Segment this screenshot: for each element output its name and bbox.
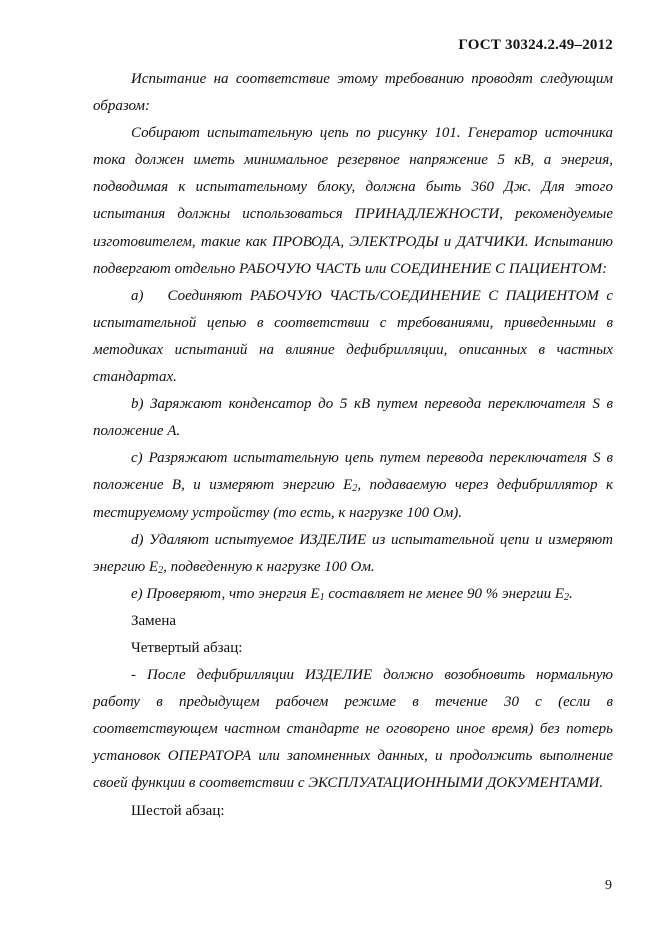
page-number: 9 <box>605 878 612 893</box>
replacement-label: Замена <box>131 612 177 629</box>
list-item-d-text-2: , подведенную к нагрузке 100 Ом. <box>163 558 375 575</box>
list-item-d-text-1: d) Удаляют испытуемое ИЗДЕЛИЕ из испытательной цепи и измеряют энергию Е <box>93 531 613 575</box>
sixth-paragraph-heading: Шестой абзац: <box>131 802 225 819</box>
list-item-b: b) Заряжают конденсатор до 5 кВ путем перевода переключателя S в положение А. <box>93 396 613 440</box>
list-item-a-text: Соединяют РАБОЧУЮ ЧАСТЬ/СОЕДИНЕНИЕ С ПАЦИЕНТОМ с испытательной цепью в соответствии с требованиями, приведенными в методиках испытаний на влияние дефибрилляции, описанных в частных стандартах. <box>93 287 613 386</box>
list-item-a-marker: a) <box>131 287 144 304</box>
list-item-d <box>93 527 613 581</box>
document-body <box>93 66 613 825</box>
subscript: 2 <box>352 483 358 495</box>
paragraph-test-method-intro: Испытание на соответствие этому требованию проводят следующим образом: <box>93 71 613 115</box>
subscript: 2 <box>158 564 164 576</box>
paragraph-test-circuit: Собирают испытательную цепь по рисунку 101. Генератор источника тока должен иметь минимальное резервное напряжение 5 кВ, а энергия, подводимая к испытательному блоку, должна быть 360 Дж. Для этого испытания должны использоваться ПРИНАДЛЕЖНОСТИ, рекомендуемые изготовителем, такие как ПРОВОДА, ЭЛЕКТРОДЫ и ДАТЧИКИ. Испытанию подвергают отдельно РАБОЧУЮ ЧАСТЬ или СОЕДИНЕНИЕ С ПАЦИЕНТОМ: <box>93 125 613 277</box>
list-item-c-text-1: c) Разряжают испытательную цепь путем перевода переключателя S в положение В, и измеряют энергию Е <box>93 450 613 494</box>
subscript: 2 <box>564 591 569 603</box>
standard-code-header: ГОСТ 30324.2.49–2012 <box>458 37 613 53</box>
list-item-e-text-1: e) Проверяют, что энергия Е <box>131 585 320 602</box>
fourth-paragraph-text: - После дефибрилляции ИЗДЕЛИЕ должно возобновить нормальную работу в предыдущем рабочем режиме в течение 30 с (если в соответствующем частном стандарте не оговорено иное время) без потерь установок ОПЕРАТОРА или запомненных данных, и продолжить выполнение своей функции в соответствии с ЭКСПЛУАТАЦИОННЫМИ ДОКУМЕНТАМИ. <box>93 667 613 792</box>
list-item-a <box>93 283 613 391</box>
subscript: 1 <box>319 591 325 603</box>
list-item-e <box>93 581 613 608</box>
list-item-e-text-2: составляет не менее 90 % энергии Е <box>324 585 564 602</box>
list-item-e-text-3: . <box>569 585 573 602</box>
list-item-c-text-2: , подаваемую через дефибриллятор к тестируемому устройству (то есть, к нагрузке 100 Ом). <box>93 477 613 521</box>
list-item-c <box>93 445 613 526</box>
fourth-paragraph-heading: Четвертый абзац: <box>131 639 243 656</box>
